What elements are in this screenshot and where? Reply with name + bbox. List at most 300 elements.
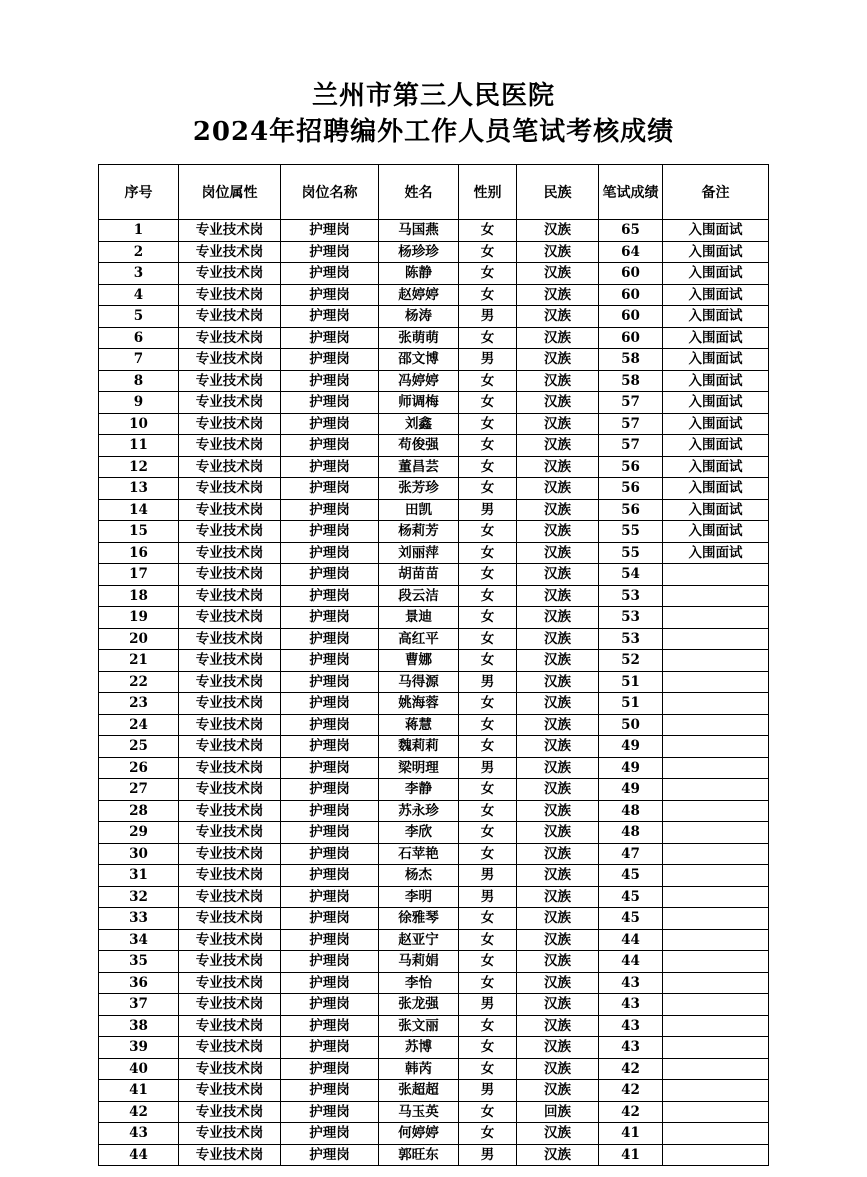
cell-post-type: 专业技术岗: [179, 306, 281, 328]
table-row: [99, 456, 769, 478]
cell-gender: 女: [459, 607, 517, 629]
table-row: [99, 220, 769, 242]
cell-post-type: 专业技术岗: [179, 693, 281, 715]
table-row: [99, 628, 769, 650]
column-header-ethnicity: 民族: [517, 165, 599, 220]
cell-remark: 入围面试: [663, 456, 769, 478]
cell-ethnicity: 汉族: [517, 628, 599, 650]
cell-name: 李怡: [379, 972, 459, 994]
table-row: [99, 435, 769, 457]
cell-gender: 女: [459, 650, 517, 672]
cell-index: 18: [99, 585, 179, 607]
cell-remark: [663, 585, 769, 607]
cell-ethnicity: 回族: [517, 1101, 599, 1123]
cell-gender: 女: [459, 284, 517, 306]
cell-gender: 女: [459, 521, 517, 543]
cell-post-type: 专业技术岗: [179, 908, 281, 930]
table-header-row: [99, 165, 769, 220]
cell-index: 44: [99, 1144, 179, 1166]
cell-index: 9: [99, 392, 179, 414]
cell-post-name: 护理岗: [281, 478, 379, 500]
cell-score: 42: [599, 1101, 663, 1123]
cell-name: 赵婷婷: [379, 284, 459, 306]
cell-ethnicity: 汉族: [517, 1123, 599, 1145]
cell-index: 14: [99, 499, 179, 521]
cell-ethnicity: 汉族: [517, 908, 599, 930]
cell-name: 苟俊强: [379, 435, 459, 457]
cell-ethnicity: 汉族: [517, 886, 599, 908]
cell-ethnicity: 汉族: [517, 435, 599, 457]
cell-ethnicity: 汉族: [517, 693, 599, 715]
cell-ethnicity: 汉族: [517, 456, 599, 478]
cell-remark: [663, 822, 769, 844]
cell-gender: 女: [459, 1101, 517, 1123]
cell-name: 李静: [379, 779, 459, 801]
cell-ethnicity: 汉族: [517, 650, 599, 672]
cell-score: 43: [599, 1015, 663, 1037]
cell-name: 陈静: [379, 263, 459, 285]
cell-score: 41: [599, 1123, 663, 1145]
cell-post-name: 护理岗: [281, 263, 379, 285]
cell-remark: [663, 1123, 769, 1145]
cell-index: 21: [99, 650, 179, 672]
cell-ethnicity: 汉族: [517, 327, 599, 349]
cell-index: 6: [99, 327, 179, 349]
cell-post-type: 专业技术岗: [179, 1101, 281, 1123]
cell-remark: [663, 951, 769, 973]
cell-post-type: 专业技术岗: [179, 220, 281, 242]
cell-index: 1: [99, 220, 179, 242]
cell-index: 3: [99, 263, 179, 285]
cell-ethnicity: 汉族: [517, 972, 599, 994]
cell-post-type: 专业技术岗: [179, 628, 281, 650]
cell-post-name: 护理岗: [281, 1037, 379, 1059]
cell-index: 19: [99, 607, 179, 629]
document-subtitle: 2024年招聘编外工作人员笔试考核成绩: [192, 117, 675, 147]
cell-index: 35: [99, 951, 179, 973]
cell-remark: [663, 1058, 769, 1080]
cell-remark: [663, 800, 769, 822]
cell-remark: [663, 994, 769, 1016]
cell-remark: 入围面试: [663, 435, 769, 457]
cell-score: 58: [599, 349, 663, 371]
cell-post-type: 专业技术岗: [179, 972, 281, 994]
cell-remark: [663, 693, 769, 715]
cell-score: 56: [599, 478, 663, 500]
cell-post-type: 专业技术岗: [179, 886, 281, 908]
cell-ethnicity: 汉族: [517, 585, 599, 607]
cell-post-type: 专业技术岗: [179, 671, 281, 693]
cell-score: 42: [599, 1080, 663, 1102]
cell-score: 44: [599, 929, 663, 951]
cell-remark: 入围面试: [663, 478, 769, 500]
cell-name: 赵亚宁: [379, 929, 459, 951]
table-row: [99, 951, 769, 973]
cell-post-type: 专业技术岗: [179, 607, 281, 629]
cell-ethnicity: 汉族: [517, 607, 599, 629]
cell-index: 30: [99, 843, 179, 865]
cell-post-name: 护理岗: [281, 456, 379, 478]
cell-post-name: 护理岗: [281, 994, 379, 1016]
table-row: [99, 564, 769, 586]
cell-post-name: 护理岗: [281, 284, 379, 306]
cell-score: 45: [599, 865, 663, 887]
cell-post-type: 专业技术岗: [179, 757, 281, 779]
cell-post-name: 护理岗: [281, 370, 379, 392]
table-row: [99, 650, 769, 672]
cell-ethnicity: 汉族: [517, 370, 599, 392]
cell-remark: [663, 779, 769, 801]
cell-post-name: 护理岗: [281, 607, 379, 629]
cell-post-name: 护理岗: [281, 327, 379, 349]
cell-ethnicity: 汉族: [517, 284, 599, 306]
table-row: [99, 671, 769, 693]
cell-index: 36: [99, 972, 179, 994]
cell-post-name: 护理岗: [281, 392, 379, 414]
cell-remark: [663, 1080, 769, 1102]
cell-score: 49: [599, 779, 663, 801]
cell-score: 51: [599, 671, 663, 693]
table-row: [99, 327, 769, 349]
cell-score: 55: [599, 521, 663, 543]
cell-post-type: 专业技术岗: [179, 284, 281, 306]
cell-name: 高红平: [379, 628, 459, 650]
cell-gender: 女: [459, 822, 517, 844]
cell-remark: [663, 714, 769, 736]
table-row: [99, 542, 769, 564]
cell-gender: 女: [459, 908, 517, 930]
cell-score: 60: [599, 327, 663, 349]
cell-ethnicity: 汉族: [517, 241, 599, 263]
cell-index: 26: [99, 757, 179, 779]
cell-remark: [663, 1101, 769, 1123]
cell-index: 29: [99, 822, 179, 844]
cell-name: 杨杰: [379, 865, 459, 887]
cell-gender: 女: [459, 1058, 517, 1080]
cell-name: 冯婷婷: [379, 370, 459, 392]
cell-remark: [663, 607, 769, 629]
table-row: [99, 1037, 769, 1059]
cell-post-name: 护理岗: [281, 757, 379, 779]
cell-remark: 入围面试: [663, 284, 769, 306]
cell-index: 13: [99, 478, 179, 500]
cell-name: 董昌芸: [379, 456, 459, 478]
table-row: [99, 994, 769, 1016]
cell-name: 师调梅: [379, 392, 459, 414]
cell-post-name: 护理岗: [281, 650, 379, 672]
table-row: [99, 714, 769, 736]
cell-score: 47: [599, 843, 663, 865]
cell-score: 43: [599, 994, 663, 1016]
cell-name: 邵文博: [379, 349, 459, 371]
cell-index: 32: [99, 886, 179, 908]
cell-post-type: 专业技术岗: [179, 413, 281, 435]
cell-gender: 女: [459, 542, 517, 564]
table-row: [99, 886, 769, 908]
table-row: [99, 865, 769, 887]
cell-score: 44: [599, 951, 663, 973]
cell-index: 10: [99, 413, 179, 435]
cell-name: 张超超: [379, 1080, 459, 1102]
cell-score: 55: [599, 542, 663, 564]
table-row: [99, 908, 769, 930]
cell-gender: 男: [459, 499, 517, 521]
cell-ethnicity: 汉族: [517, 478, 599, 500]
cell-index: 31: [99, 865, 179, 887]
cell-post-name: 护理岗: [281, 951, 379, 973]
cell-ethnicity: 汉族: [517, 865, 599, 887]
cell-post-type: 专业技术岗: [179, 456, 281, 478]
cell-remark: [663, 757, 769, 779]
cell-gender: 女: [459, 327, 517, 349]
cell-ethnicity: 汉族: [517, 843, 599, 865]
cell-score: 41: [599, 1144, 663, 1166]
cell-post-name: 护理岗: [281, 1101, 379, 1123]
cell-gender: 女: [459, 478, 517, 500]
cell-remark: [663, 1015, 769, 1037]
table-row: [99, 284, 769, 306]
cell-post-type: 专业技术岗: [179, 994, 281, 1016]
cell-name: 魏莉莉: [379, 736, 459, 758]
cell-score: 48: [599, 800, 663, 822]
table-row: [99, 413, 769, 435]
table-row: [99, 1058, 769, 1080]
cell-post-name: 护理岗: [281, 736, 379, 758]
cell-post-name: 护理岗: [281, 779, 379, 801]
cell-gender: 男: [459, 1080, 517, 1102]
cell-index: 27: [99, 779, 179, 801]
cell-name: 张龙强: [379, 994, 459, 1016]
cell-post-name: 护理岗: [281, 499, 379, 521]
cell-ethnicity: 汉族: [517, 800, 599, 822]
cell-post-name: 护理岗: [281, 908, 379, 930]
cell-post-name: 护理岗: [281, 800, 379, 822]
cell-name: 马得源: [379, 671, 459, 693]
cell-name: 杨莉芳: [379, 521, 459, 543]
cell-post-name: 护理岗: [281, 1058, 379, 1080]
cell-gender: 女: [459, 370, 517, 392]
cell-score: 48: [599, 822, 663, 844]
cell-post-name: 护理岗: [281, 435, 379, 457]
cell-ethnicity: 汉族: [517, 392, 599, 414]
cell-post-name: 护理岗: [281, 413, 379, 435]
table-row: [99, 1144, 769, 1166]
cell-gender: 女: [459, 1123, 517, 1145]
cell-post-type: 专业技术岗: [179, 1037, 281, 1059]
cell-remark: [663, 908, 769, 930]
cell-name: 田凯: [379, 499, 459, 521]
cell-post-type: 专业技术岗: [179, 779, 281, 801]
cell-post-type: 专业技术岗: [179, 1144, 281, 1166]
table-row: [99, 241, 769, 263]
cell-index: 2: [99, 241, 179, 263]
cell-post-type: 专业技术岗: [179, 822, 281, 844]
cell-post-type: 专业技术岗: [179, 564, 281, 586]
cell-name: 李明: [379, 886, 459, 908]
cell-post-name: 护理岗: [281, 972, 379, 994]
cell-gender: 男: [459, 1144, 517, 1166]
cell-score: 53: [599, 628, 663, 650]
cell-ethnicity: 汉族: [517, 951, 599, 973]
cell-ethnicity: 汉族: [517, 306, 599, 328]
cell-name: 苏永珍: [379, 800, 459, 822]
cell-gender: 女: [459, 413, 517, 435]
cell-remark: [663, 650, 769, 672]
cell-score: 56: [599, 456, 663, 478]
cell-ethnicity: 汉族: [517, 542, 599, 564]
cell-name: 马玉英: [379, 1101, 459, 1123]
table-row: [99, 306, 769, 328]
cell-gender: 男: [459, 671, 517, 693]
cell-name: 梁明理: [379, 757, 459, 779]
cell-remark: [663, 671, 769, 693]
cell-ethnicity: 汉族: [517, 822, 599, 844]
cell-post-type: 专业技术岗: [179, 1123, 281, 1145]
table-row: [99, 779, 769, 801]
cell-ethnicity: 汉族: [517, 757, 599, 779]
table-row: [99, 392, 769, 414]
cell-gender: 男: [459, 757, 517, 779]
cell-remark: [663, 736, 769, 758]
cell-name: 段云洁: [379, 585, 459, 607]
cell-name: 郭旺东: [379, 1144, 459, 1166]
cell-index: 7: [99, 349, 179, 371]
cell-ethnicity: 汉族: [517, 263, 599, 285]
cell-index: 20: [99, 628, 179, 650]
cell-post-type: 专业技术岗: [179, 865, 281, 887]
cell-index: 24: [99, 714, 179, 736]
cell-score: 58: [599, 370, 663, 392]
cell-post-type: 专业技术岗: [179, 263, 281, 285]
cell-index: 37: [99, 994, 179, 1016]
cell-index: 42: [99, 1101, 179, 1123]
cell-score: 57: [599, 392, 663, 414]
cell-score: 49: [599, 736, 663, 758]
cell-remark: 入围面试: [663, 521, 769, 543]
table-row: [99, 972, 769, 994]
cell-gender: 女: [459, 779, 517, 801]
column-header-gender: 性别: [459, 165, 517, 220]
cell-post-name: 护理岗: [281, 865, 379, 887]
cell-index: 34: [99, 929, 179, 951]
cell-gender: 男: [459, 865, 517, 887]
cell-post-name: 护理岗: [281, 349, 379, 371]
cell-ethnicity: 汉族: [517, 714, 599, 736]
cell-ethnicity: 汉族: [517, 1015, 599, 1037]
cell-post-type: 专业技术岗: [179, 1058, 281, 1080]
cell-gender: 女: [459, 693, 517, 715]
cell-ethnicity: 汉族: [517, 929, 599, 951]
cell-index: 4: [99, 284, 179, 306]
table-row: [99, 499, 769, 521]
cell-ethnicity: 汉族: [517, 1058, 599, 1080]
column-header-name: 姓名: [379, 165, 459, 220]
cell-remark: 入围面试: [663, 413, 769, 435]
cell-post-type: 专业技术岗: [179, 370, 281, 392]
cell-post-type: 专业技术岗: [179, 736, 281, 758]
column-header-score: 笔试成绩: [599, 165, 663, 220]
table-row: [99, 478, 769, 500]
cell-gender: 女: [459, 263, 517, 285]
cell-gender: 女: [459, 1037, 517, 1059]
cell-score: 43: [599, 972, 663, 994]
cell-gender: 女: [459, 929, 517, 951]
cell-ethnicity: 汉族: [517, 736, 599, 758]
column-header-post-name: 岗位名称: [281, 165, 379, 220]
cell-score: 51: [599, 693, 663, 715]
cell-remark: 入围面试: [663, 349, 769, 371]
cell-gender: 男: [459, 349, 517, 371]
table-row: [99, 1101, 769, 1123]
table-row: [99, 349, 769, 371]
table-row: [99, 1123, 769, 1145]
cell-post-name: 护理岗: [281, 521, 379, 543]
cell-index: 40: [99, 1058, 179, 1080]
cell-remark: [663, 886, 769, 908]
table-row: [99, 1015, 769, 1037]
cell-post-name: 护理岗: [281, 886, 379, 908]
cell-ethnicity: 汉族: [517, 220, 599, 242]
cell-post-type: 专业技术岗: [179, 478, 281, 500]
cell-name: 张萌萌: [379, 327, 459, 349]
cell-index: 11: [99, 435, 179, 457]
cell-name: 杨涛: [379, 306, 459, 328]
cell-post-type: 专业技术岗: [179, 1015, 281, 1037]
cell-score: 53: [599, 585, 663, 607]
cell-name: 姚海蓉: [379, 693, 459, 715]
cell-remark: [663, 1144, 769, 1166]
cell-ethnicity: 汉族: [517, 413, 599, 435]
cell-name: 韩芮: [379, 1058, 459, 1080]
cell-remark: 入围面试: [663, 542, 769, 564]
cell-post-type: 专业技术岗: [179, 951, 281, 973]
cell-post-type: 专业技术岗: [179, 542, 281, 564]
cell-gender: 女: [459, 392, 517, 414]
cell-index: 43: [99, 1123, 179, 1145]
cell-post-name: 护理岗: [281, 714, 379, 736]
cell-index: 12: [99, 456, 179, 478]
cell-name: 何婷婷: [379, 1123, 459, 1145]
cell-remark: [663, 628, 769, 650]
cell-post-name: 护理岗: [281, 693, 379, 715]
cell-ethnicity: 汉族: [517, 671, 599, 693]
cell-score: 45: [599, 886, 663, 908]
table-row: [99, 800, 769, 822]
cell-name: 蒋慧: [379, 714, 459, 736]
cell-post-type: 专业技术岗: [179, 929, 281, 951]
cell-name: 杨珍珍: [379, 241, 459, 263]
cell-name: 曹娜: [379, 650, 459, 672]
cell-name: 马莉娟: [379, 951, 459, 973]
cell-remark: 入围面试: [663, 370, 769, 392]
cell-score: 52: [599, 650, 663, 672]
cell-index: 5: [99, 306, 179, 328]
cell-ethnicity: 汉族: [517, 1037, 599, 1059]
cell-gender: 女: [459, 456, 517, 478]
cell-index: 28: [99, 800, 179, 822]
cell-gender: 男: [459, 886, 517, 908]
cell-gender: 女: [459, 800, 517, 822]
cell-score: 53: [599, 607, 663, 629]
column-header-post-type: 岗位属性: [179, 165, 281, 220]
cell-post-name: 护理岗: [281, 1144, 379, 1166]
cell-score: 42: [599, 1058, 663, 1080]
cell-post-name: 护理岗: [281, 1123, 379, 1145]
cell-post-type: 专业技术岗: [179, 800, 281, 822]
cell-gender: 女: [459, 972, 517, 994]
cell-index: 39: [99, 1037, 179, 1059]
cell-post-name: 护理岗: [281, 929, 379, 951]
